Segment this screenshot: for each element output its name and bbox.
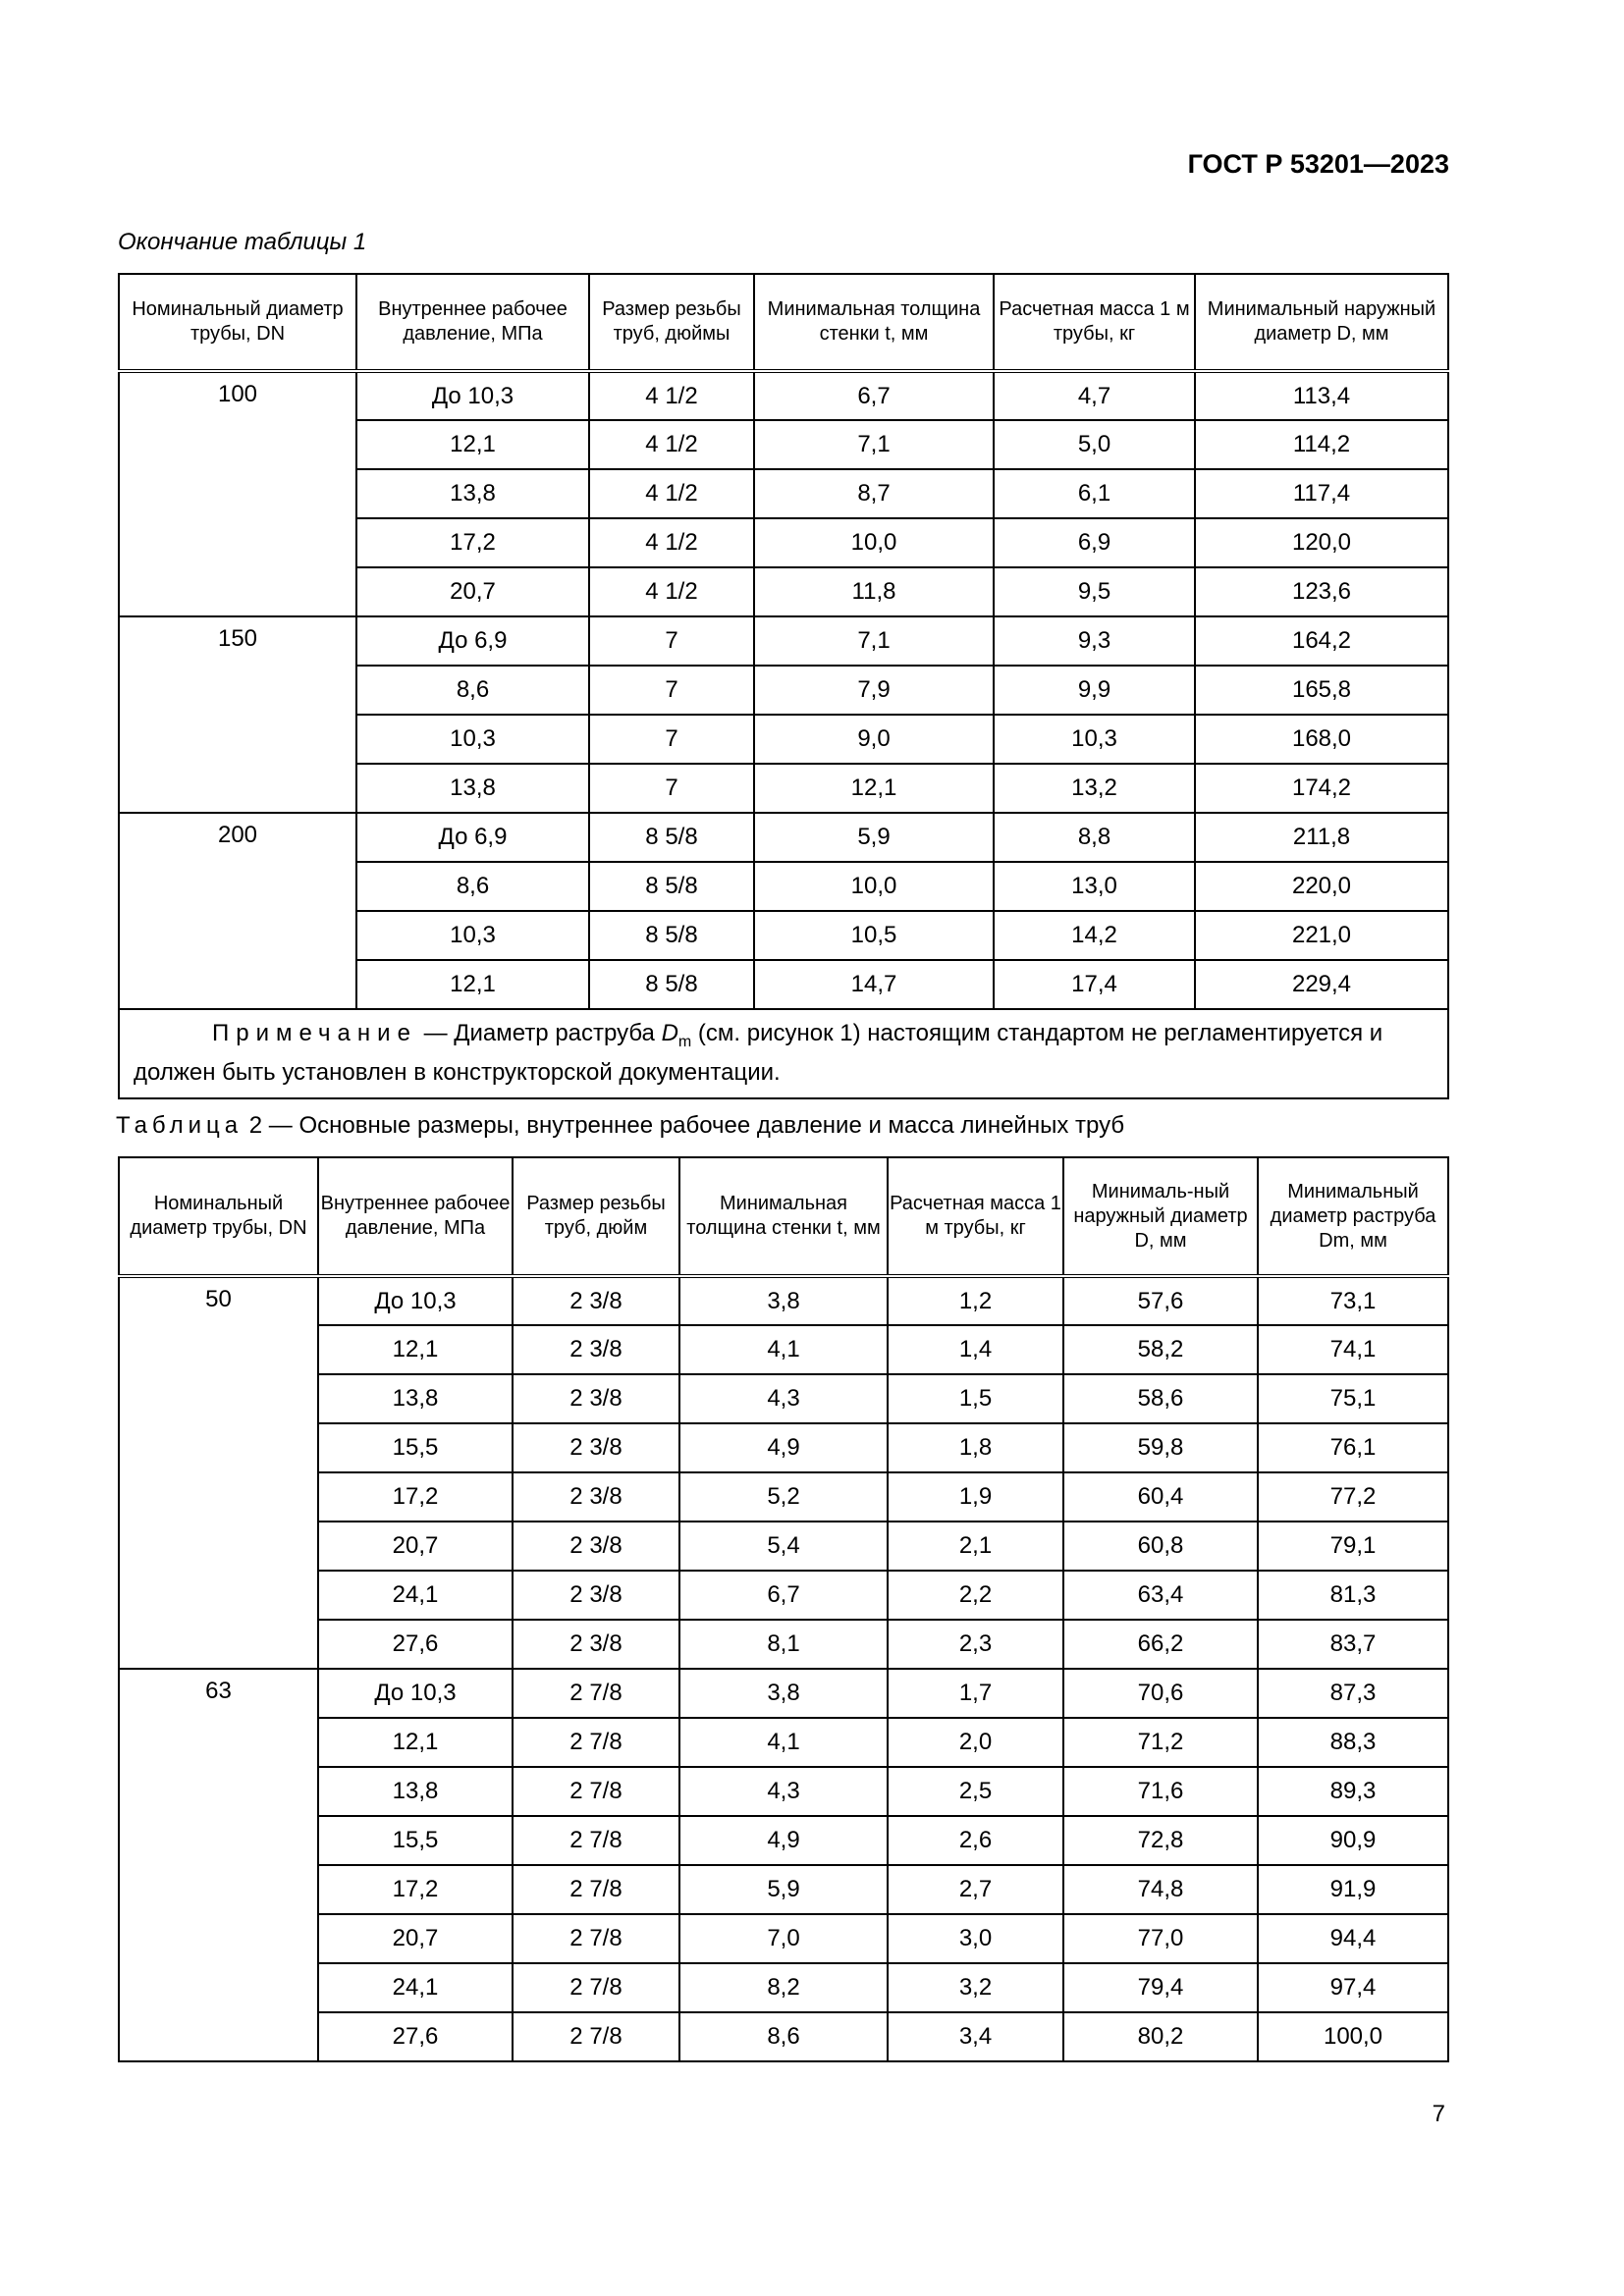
table-cell: 2 3/8	[513, 1423, 679, 1472]
note-subscript: m	[677, 1033, 692, 1050]
table-cell: 15,5	[318, 1423, 513, 1472]
table1-note-row	[119, 1009, 1448, 1098]
dn-cell: 150	[119, 616, 356, 813]
table-cell: 60,8	[1063, 1522, 1258, 1571]
table-cell: До 10,3	[318, 1276, 513, 1325]
table-cell: 10,3	[356, 715, 589, 764]
table-cell: 8,7	[754, 469, 994, 518]
table-cell: 3,8	[679, 1669, 888, 1718]
table1-header-thread: Размер резьбы труб, дюймы	[589, 274, 754, 371]
table-cell: 60,4	[1063, 1472, 1258, 1522]
table-cell: 6,7	[754, 371, 994, 420]
table-cell: 13,8	[318, 1767, 513, 1816]
table-cell: 7,1	[754, 616, 994, 666]
table-cell: 2 3/8	[513, 1374, 679, 1423]
table-cell: 2 3/8	[513, 1571, 679, 1620]
table-cell: 77,0	[1063, 1914, 1258, 1963]
table-row	[119, 1816, 1448, 1865]
table-cell: 17,4	[994, 960, 1195, 1009]
table-cell: 2,0	[888, 1718, 1063, 1767]
table-cell: 113,4	[1195, 371, 1448, 420]
table2-header-pressure: Внутреннее рабочее давление, МПа	[318, 1157, 513, 1276]
table-cell: 2 7/8	[513, 1767, 679, 1816]
table-cell: 2 7/8	[513, 1865, 679, 1914]
table-row	[119, 1276, 1448, 1325]
table2-body	[119, 1276, 1448, 2061]
table2-caption-text: 2 — Основные размеры, внутреннее рабочее давление и масса линейных труб	[243, 1112, 1125, 1139]
table-cell: 2 3/8	[513, 1472, 679, 1522]
table-cell: 97,4	[1258, 1963, 1448, 2012]
table-cell: 4 1/2	[589, 518, 754, 567]
table-row	[119, 1620, 1448, 1669]
table-cell: 3,4	[888, 2012, 1063, 2061]
table2-header-mass: Расчетная масса 1 м трубы, кг	[888, 1157, 1063, 1276]
table-cell: 4,9	[679, 1423, 888, 1472]
document-code: ГОСТ Р 53201—2023	[1187, 149, 1449, 179]
table-cell: 8,6	[679, 2012, 888, 2061]
table-cell: 2,7	[888, 1865, 1063, 1914]
table-cell: 9,5	[994, 567, 1195, 616]
table-cell: 7	[589, 715, 754, 764]
note-symbol: D	[661, 1020, 678, 1046]
table-cell: 13,0	[994, 862, 1195, 911]
table-cell: До 10,3	[356, 371, 589, 420]
table2-header-row	[119, 1157, 1448, 1276]
table-cell: 7,9	[754, 666, 994, 715]
table-cell: 10,5	[754, 911, 994, 960]
dn-cell: 63	[119, 1669, 318, 2061]
table-cell: 2 3/8	[513, 1620, 679, 1669]
table-cell: 4 1/2	[589, 469, 754, 518]
table-cell: 1,5	[888, 1374, 1063, 1423]
table-cell: 2,6	[888, 1816, 1063, 1865]
table-cell: 4,7	[994, 371, 1195, 420]
table-cell: 79,4	[1063, 1963, 1258, 2012]
table-cell: 4,3	[679, 1767, 888, 1816]
table2-header-wall: Минимальная толщина стенки t, мм	[679, 1157, 888, 1276]
table-cell: 4 1/2	[589, 371, 754, 420]
table-cell: 20,7	[318, 1914, 513, 1963]
table-cell: 211,8	[1195, 813, 1448, 862]
table-cell: 77,2	[1258, 1472, 1448, 1522]
table-cell: 165,8	[1195, 666, 1448, 715]
table-cell: 4 1/2	[589, 567, 754, 616]
table-cell: 2 7/8	[513, 1718, 679, 1767]
table-cell: 8,6	[356, 666, 589, 715]
table-cell: 2 7/8	[513, 1914, 679, 1963]
table1-caption: Окончание таблицы 1	[118, 229, 367, 255]
table-row	[119, 1571, 1448, 1620]
table-cell: 6,7	[679, 1571, 888, 1620]
table-cell: 5,9	[679, 1865, 888, 1914]
note-text-after: (см. рисунок 1) настоящим стандартом не регламентируется и должен быть установлен в конструкторской документации.	[134, 1020, 1383, 1086]
table-cell: 1,8	[888, 1423, 1063, 1472]
table-cell: 14,7	[754, 960, 994, 1009]
page-number: 7	[1432, 2101, 1445, 2127]
table-cell: 89,3	[1258, 1767, 1448, 1816]
table-cell: 12,1	[356, 960, 589, 1009]
table-cell: 8,8	[994, 813, 1195, 862]
table-cell: 3,2	[888, 1963, 1063, 2012]
table-cell: 57,6	[1063, 1276, 1258, 1325]
table-cell: 10,3	[356, 911, 589, 960]
table-cell: 6,1	[994, 469, 1195, 518]
table-cell: 8 5/8	[589, 862, 754, 911]
table-cell: 2 7/8	[513, 2012, 679, 2061]
table-cell: 2 7/8	[513, 1963, 679, 2012]
note-label: Примечание	[212, 1020, 417, 1046]
table-row	[119, 1522, 1448, 1571]
table-cell: 81,3	[1258, 1571, 1448, 1620]
table-cell: 5,9	[754, 813, 994, 862]
table-cell: 1,9	[888, 1472, 1063, 1522]
table-cell: 76,1	[1258, 1423, 1448, 1472]
table-cell: 66,2	[1063, 1620, 1258, 1669]
dn-cell: 100	[119, 371, 356, 616]
table-cell: 1,4	[888, 1325, 1063, 1374]
table-row	[119, 1767, 1448, 1816]
table-cell: 15,5	[318, 1816, 513, 1865]
table-cell: 3,0	[888, 1914, 1063, 1963]
table-cell: 24,1	[318, 1963, 513, 2012]
table-cell: До 6,9	[356, 813, 589, 862]
table-cell: 8 5/8	[589, 960, 754, 1009]
table-cell: 71,2	[1063, 1718, 1258, 1767]
table-cell: 8 5/8	[589, 911, 754, 960]
table-cell: 87,3	[1258, 1669, 1448, 1718]
table-cell: 63,4	[1063, 1571, 1258, 1620]
table-cell: 6,9	[994, 518, 1195, 567]
table-cell: 90,9	[1258, 1816, 1448, 1865]
table-row	[119, 371, 1448, 420]
table-cell: 13,2	[994, 764, 1195, 813]
table-cell: 10,0	[754, 518, 994, 567]
table-cell: 7,1	[754, 420, 994, 469]
table2-caption	[116, 1112, 1124, 1140]
table-cell: 27,6	[318, 2012, 513, 2061]
table1-header-mass: Расчетная масса 1 м трубы, кг	[994, 274, 1195, 371]
table-cell: 174,2	[1195, 764, 1448, 813]
table-cell: 2 3/8	[513, 1325, 679, 1374]
table-cell: 11,8	[754, 567, 994, 616]
table-cell: 1,2	[888, 1276, 1063, 1325]
table-cell: 24,1	[318, 1571, 513, 1620]
table-cell: 9,9	[994, 666, 1195, 715]
table-cell: 114,2	[1195, 420, 1448, 469]
table-cell: 7	[589, 616, 754, 666]
table-cell: 74,8	[1063, 1865, 1258, 1914]
table2-caption-label: Таблица	[116, 1112, 244, 1139]
table-cell: 4,3	[679, 1374, 888, 1423]
table-cell: 5,0	[994, 420, 1195, 469]
table1-note	[119, 1009, 1448, 1098]
table-cell: 17,2	[318, 1865, 513, 1914]
table-cell: 4,9	[679, 1816, 888, 1865]
table-cell: 13,8	[318, 1374, 513, 1423]
table-cell: 12,1	[754, 764, 994, 813]
table-cell: 83,7	[1258, 1620, 1448, 1669]
table-cell: До 10,3	[318, 1669, 513, 1718]
dn-cell: 50	[119, 1276, 318, 1669]
note-text-before: — Диаметр раструба	[416, 1020, 662, 1046]
table-cell: 7	[589, 764, 754, 813]
table-cell: 7,0	[679, 1914, 888, 1963]
table-cell: 229,4	[1195, 960, 1448, 1009]
table-cell: 20,7	[356, 567, 589, 616]
table-cell: 123,6	[1195, 567, 1448, 616]
table1-header-pressure: Внутреннее рабочее давление, МПа	[356, 274, 589, 371]
table-cell: 9,3	[994, 616, 1195, 666]
table-cell: 10,0	[754, 862, 994, 911]
table-cell: 74,1	[1258, 1325, 1448, 1374]
table-cell: 94,4	[1258, 1914, 1448, 1963]
table-row	[119, 1718, 1448, 1767]
table-cell: 73,1	[1258, 1276, 1448, 1325]
table-cell: 2,3	[888, 1620, 1063, 1669]
table2	[118, 1156, 1449, 2062]
table-cell: 12,1	[318, 1325, 513, 1374]
table-cell: 1,7	[888, 1669, 1063, 1718]
table-cell: 220,0	[1195, 862, 1448, 911]
table-cell: 2 7/8	[513, 1816, 679, 1865]
table-cell: 2,2	[888, 1571, 1063, 1620]
table-cell: 13,8	[356, 469, 589, 518]
table-row	[119, 813, 1448, 862]
dn-cell: 200	[119, 813, 356, 1009]
table2-header-outer-diameter: Минималь-ный наружный диаметр D, мм	[1063, 1157, 1258, 1276]
table-row	[119, 1374, 1448, 1423]
table-cell: 5,4	[679, 1522, 888, 1571]
table1	[118, 273, 1449, 1099]
table-cell: 12,1	[318, 1718, 513, 1767]
table-cell: 14,2	[994, 911, 1195, 960]
table-cell: 8,1	[679, 1620, 888, 1669]
table1-body	[119, 371, 1448, 1009]
table-row	[119, 1472, 1448, 1522]
table-cell: 91,9	[1258, 1865, 1448, 1914]
table2-header-dn: Номинальный диаметр трубы, DN	[119, 1157, 318, 1276]
table-row	[119, 1914, 1448, 1963]
table-cell: 100,0	[1258, 2012, 1448, 2061]
table-row	[119, 1669, 1448, 1718]
table-cell: 70,6	[1063, 1669, 1258, 1718]
table-cell: 79,1	[1258, 1522, 1448, 1571]
table-cell: 2,5	[888, 1767, 1063, 1816]
table-cell: 72,8	[1063, 1816, 1258, 1865]
table-cell: 2,1	[888, 1522, 1063, 1571]
table-cell: 13,8	[356, 764, 589, 813]
table-cell: 164,2	[1195, 616, 1448, 666]
table-cell: 4 1/2	[589, 420, 754, 469]
table-cell: 71,6	[1063, 1767, 1258, 1816]
table-cell: 59,8	[1063, 1423, 1258, 1472]
table-cell: 3,8	[679, 1276, 888, 1325]
table1-header-row	[119, 274, 1448, 371]
table-row	[119, 616, 1448, 666]
table2-header-thread: Размер резьбы труб, дюйм	[513, 1157, 679, 1276]
table-cell: 12,1	[356, 420, 589, 469]
table-cell: 75,1	[1258, 1374, 1448, 1423]
table-row	[119, 1865, 1448, 1914]
table-cell: 88,3	[1258, 1718, 1448, 1767]
table-cell: 58,6	[1063, 1374, 1258, 1423]
table-cell: 117,4	[1195, 469, 1448, 518]
table-cell: 7	[589, 666, 754, 715]
table-cell: 20,7	[318, 1522, 513, 1571]
table1-header-outer-diameter: Минимальный наружный диаметр D, мм	[1195, 274, 1448, 371]
table-cell: 221,0	[1195, 911, 1448, 960]
table1-header-wall: Минимальная толщина стенки t, мм	[754, 274, 994, 371]
table-cell: 9,0	[754, 715, 994, 764]
table-cell: 8,2	[679, 1963, 888, 2012]
table-cell: 4,1	[679, 1325, 888, 1374]
table-row	[119, 1325, 1448, 1374]
table-cell: 4,1	[679, 1718, 888, 1767]
table-row	[119, 2012, 1448, 2061]
table-cell: 17,2	[318, 1472, 513, 1522]
table-cell: 2 7/8	[513, 1669, 679, 1718]
table-cell: 2 3/8	[513, 1522, 679, 1571]
table-row	[119, 1423, 1448, 1472]
table-cell: 8,6	[356, 862, 589, 911]
table-cell: 2 3/8	[513, 1276, 679, 1325]
table2-header-socket-diameter: Минимальный диаметр раструба Dm, мм	[1258, 1157, 1448, 1276]
table-cell: 10,3	[994, 715, 1195, 764]
table-cell: 58,2	[1063, 1325, 1258, 1374]
table-cell: 168,0	[1195, 715, 1448, 764]
table-cell: До 6,9	[356, 616, 589, 666]
table1-header-dn: Номинальный диаметр трубы, DN	[119, 274, 356, 371]
table-cell: 27,6	[318, 1620, 513, 1669]
table-cell: 17,2	[356, 518, 589, 567]
table-cell: 120,0	[1195, 518, 1448, 567]
table-cell: 5,2	[679, 1472, 888, 1522]
table-row	[119, 1963, 1448, 2012]
table-cell: 80,2	[1063, 2012, 1258, 2061]
table-cell: 8 5/8	[589, 813, 754, 862]
